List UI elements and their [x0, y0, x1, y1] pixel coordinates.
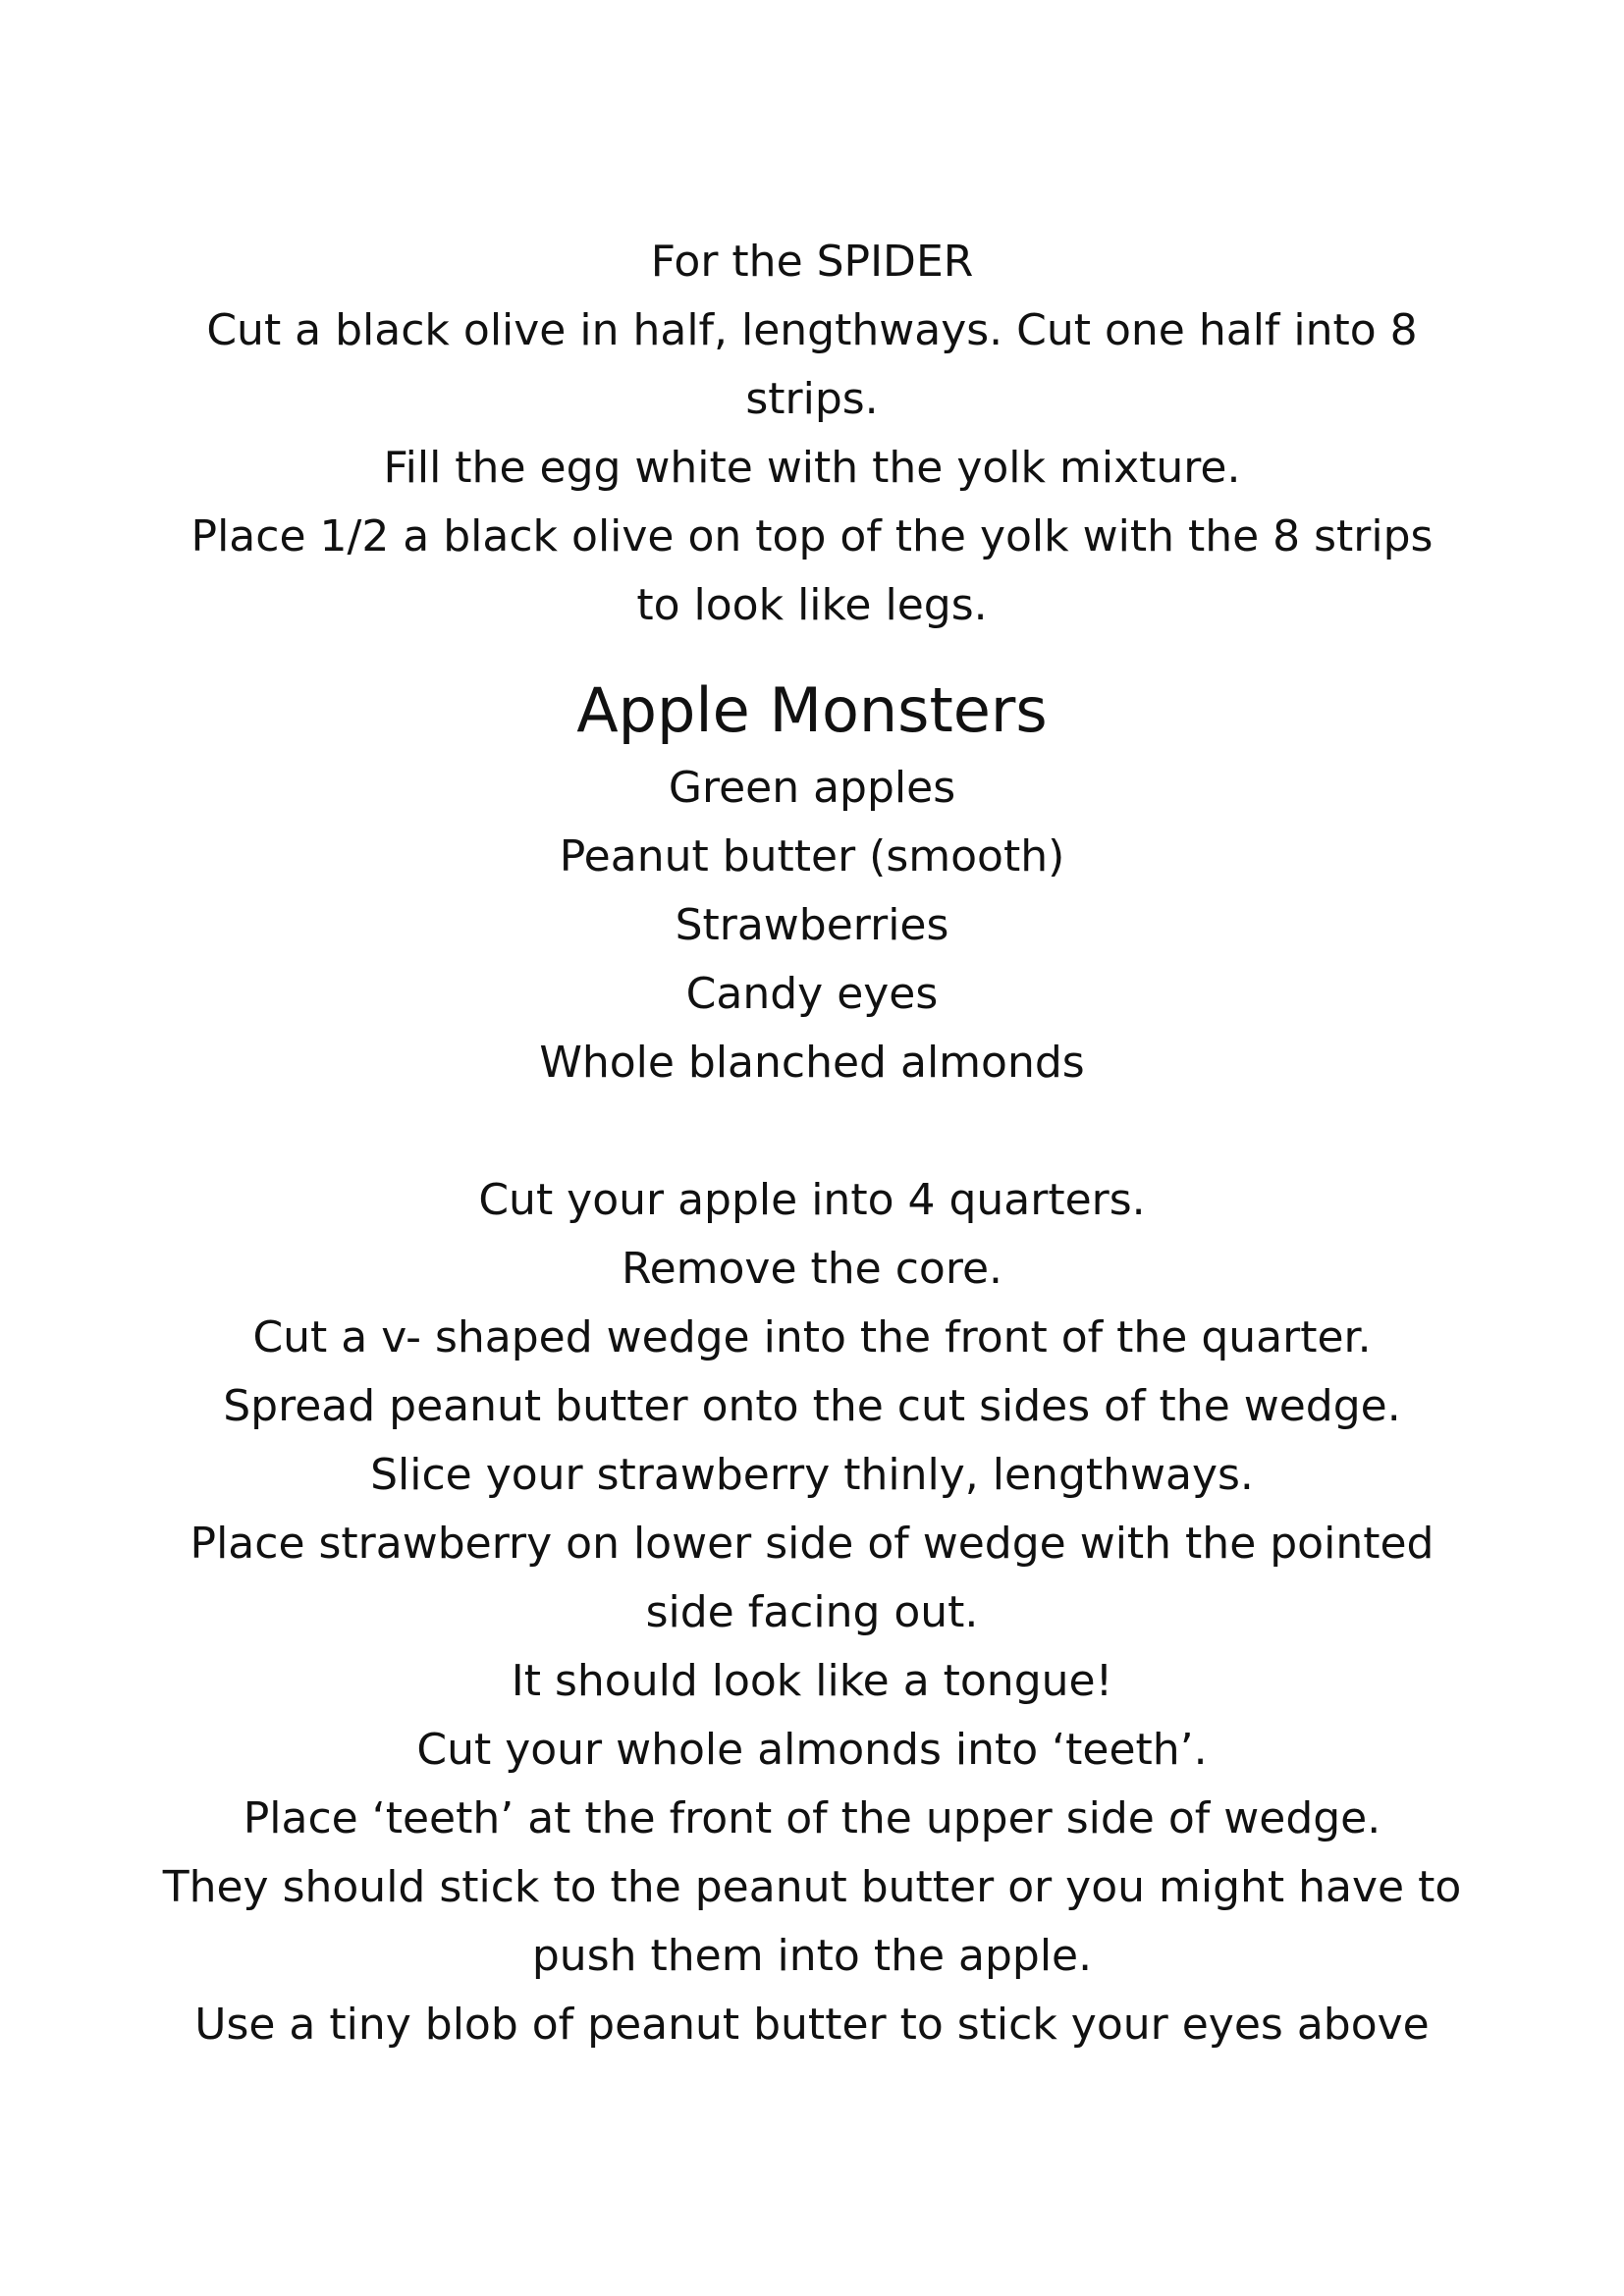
step-line: Spread peanut butter onto the cut sides of the wedge. — [223, 1381, 1401, 1431]
spider-line: Fill the egg white with the yolk mixture. — [383, 443, 1241, 493]
recipe-page — [147, 228, 1477, 2059]
ingredient-item: Candy eyes — [685, 969, 939, 1019]
step-line: It should look like a tongue! — [511, 1656, 1113, 1706]
ingredient-item: Whole blanched almonds — [539, 1038, 1085, 1088]
spider-title: For the SPIDER — [650, 237, 974, 287]
step-line: Use a tiny blob of peanut butter to stick your eyes above — [194, 2000, 1430, 2050]
ingredients-list — [147, 754, 1477, 1097]
ingredient-item: Strawberries — [675, 900, 949, 950]
step-line: Slice your strawberry thinly, lengthways. — [370, 1450, 1254, 1500]
step-line: side facing out. — [645, 1587, 979, 1637]
apple-monsters-title: Apple Monsters — [576, 674, 1048, 746]
spider-line: strips. — [745, 374, 879, 424]
step-line: push them into the apple. — [531, 1931, 1093, 1981]
step-line: Place ‘teeth’ at the front of the upper side of wedge. — [243, 1793, 1381, 1843]
step-line: Cut a v- shaped wedge into the front of the quarter. — [252, 1312, 1372, 1362]
step-line: They should stick to the peanut butter or you might have to — [162, 1862, 1462, 1912]
spider-line: Cut a black olive in half, lengthways. Cut one half into 8 — [206, 305, 1418, 355]
spider-line: Place 1/2 a black olive on top of the yolk with the 8 strips — [190, 511, 1434, 561]
section-spacer — [147, 1097, 1477, 1166]
ingredient-item: Peanut butter (smooth) — [559, 831, 1065, 881]
step-line: Remove the core. — [621, 1244, 1003, 1294]
ingredient-item: Green apples — [668, 763, 956, 813]
apple-monsters-section — [147, 640, 1477, 2059]
step-line: Place strawberry on lower side of wedge with the pointed — [189, 1519, 1435, 1569]
spider-section — [147, 228, 1477, 640]
spider-line: to look like legs. — [636, 580, 988, 630]
step-line: Cut your whole almonds into ‘teeth’. — [416, 1725, 1208, 1775]
steps-list — [147, 1166, 1477, 2059]
step-line: Cut your apple into 4 quarters. — [478, 1175, 1146, 1225]
